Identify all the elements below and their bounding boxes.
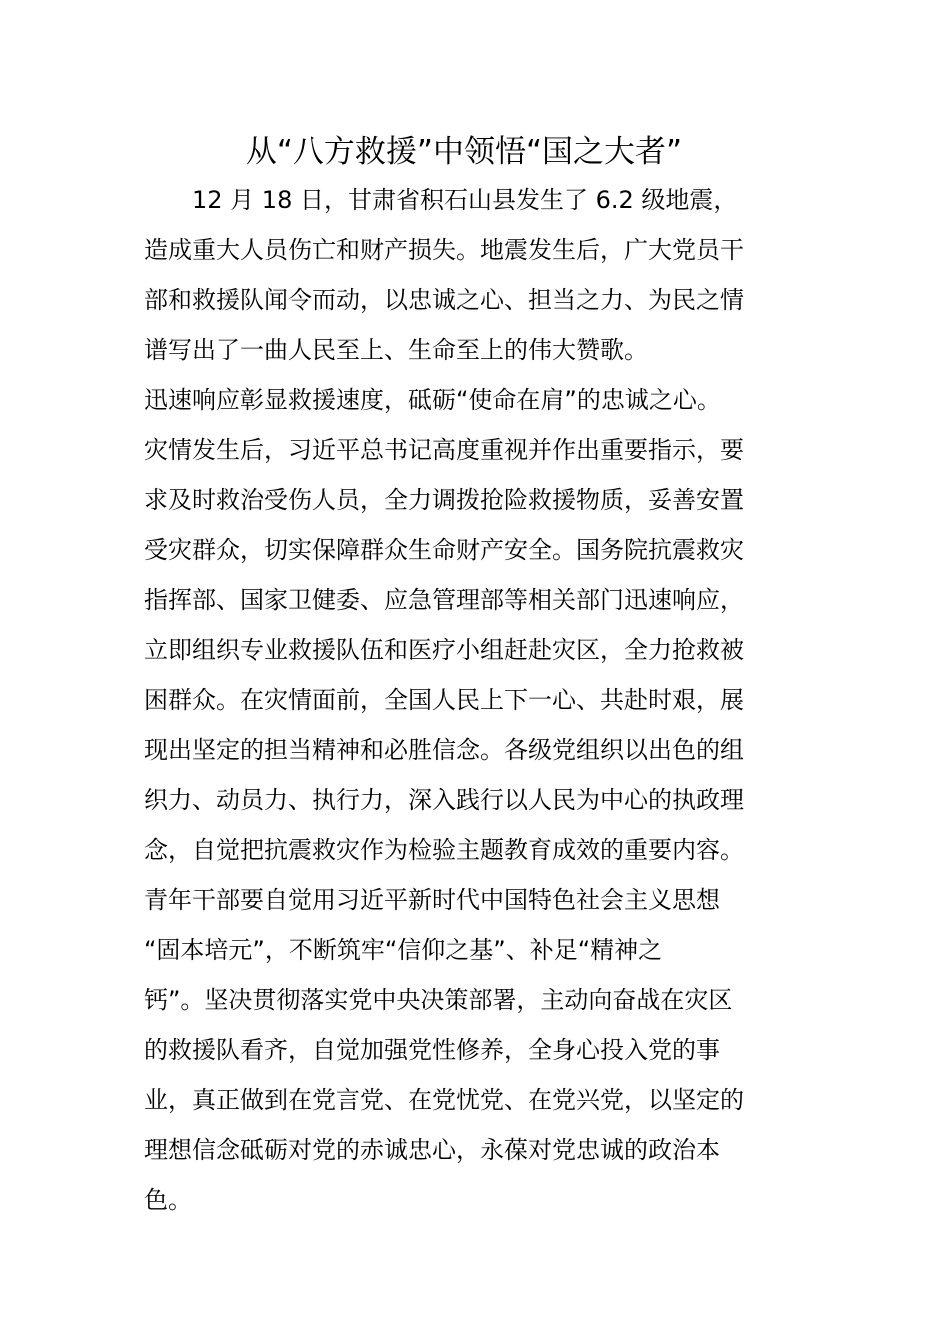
body-line: 部和救援队闻令而动，以忠诚之心、担当之力、为民之情 — [144, 286, 744, 314]
body-line: 立即组织专业救援队伍和医疗小组赶赴灾区，全力抢救被 — [144, 636, 744, 664]
body-line: 指挥部、国家卫健委、应急管理部等相关部门迅速响应， — [144, 586, 744, 614]
body-line: 困群众。在灾情面前，全国人民上下一心、共赴时艰，展 — [144, 686, 744, 714]
body-line: 理想信念砥砺对党的赤诚忠心，永葆对党忠诚的政治本 — [144, 1136, 720, 1164]
body-line: 念，自觉把抗震救灾作为检验主题教育成效的重要内容。 — [144, 836, 744, 864]
body-line: 钙”。坚决贯彻落实党中央决策部署，主动向奋战在灾区 — [144, 986, 733, 1014]
body-line: 迅速响应彰显救援速度，砥砺“使命在肩”的忠诚之心。 — [144, 386, 721, 414]
body-line: 青年干部要自觉用习近平新时代中国特色社会主义思想 — [144, 886, 720, 914]
body-line: 谱写出了一曲人民至上、生命至上的伟大赞歌。 — [144, 336, 648, 364]
body-line: 的救援队看齐，自觉加强党性修养，全身心投入党的事 — [144, 1036, 720, 1064]
body-line: “固本培元”，不断筑牢“信仰之基”、补足“精神之 — [144, 936, 663, 964]
body-line: 灾情发生后，习近平总书记高度重视并作出重要指示，要 — [144, 436, 744, 464]
body-line: 受灾群众，切实保障群众生命财产安全。国务院抗震救灾 — [144, 536, 744, 564]
body-line: 业，真正做到在党言党、在党忧党、在党兴党，以坚定的 — [144, 1086, 744, 1114]
body-line: 织力、动员力、执行力，深入践行以人民为中心的执政理 — [144, 786, 744, 814]
document-title: 从“八方救援”中领悟“国之大者” — [245, 134, 683, 170]
body-line: 色。 — [144, 1186, 192, 1214]
body-line: 12 月 18 日，甘肃省积石山县发生了 6.2 级地震， — [144, 186, 738, 214]
body-line: 现出坚定的担当精神和必胜信念。各级党组织以出色的组 — [144, 736, 744, 764]
body-line: 求及时救治受伤人员，全力调拨抢险救援物质，妥善安置 — [144, 486, 744, 514]
body-line: 造成重大人员伤亡和财产损失。地震发生后，广大党员干 — [144, 236, 744, 264]
